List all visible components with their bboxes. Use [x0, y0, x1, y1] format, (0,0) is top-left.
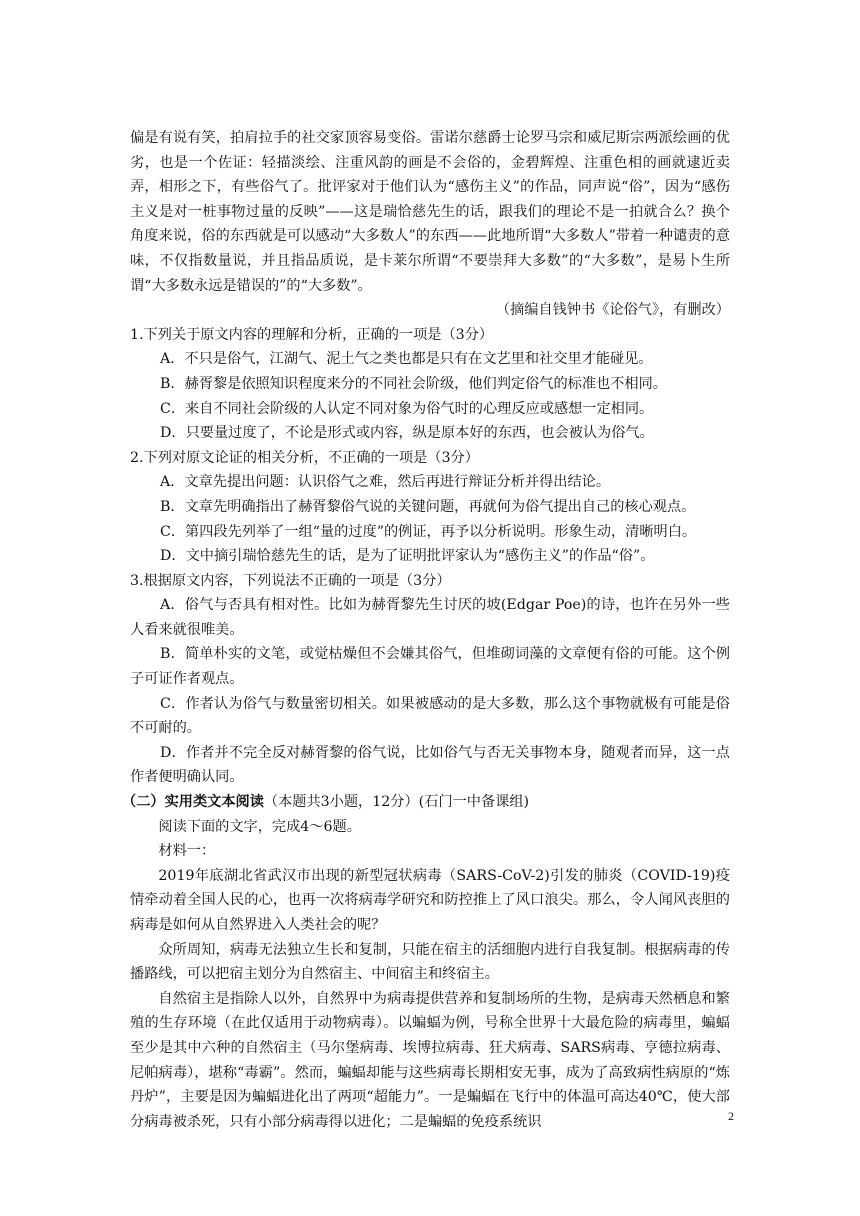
section-heading	[122, 790, 730, 815]
question-3-option-c: C．作者认为俗气与数量密切相关。如果被感动的是大多数，那么这个事物就极有可能是俗不可耐的。	[130, 695, 730, 737]
question-1-option-c: C．来自不同社会阶级的人认定不同对象为俗气时的心理反应或感想一定相同。	[160, 400, 654, 417]
material-label: 材料一：	[158, 843, 216, 860]
essay-paragraph-end: 偏是有说有笑，拍肩拉手的社交家顶容易变俗。雷诺尔慈爵士论罗马宗和威尼斯宗两派绘画的优劣，也是一个佐证：轻描淡绘、注重风韵的画是不会俗的，金碧辉煌、注重色相的画就逮近卖弄，相形之下，有些俗气了。批评家对于他们认为“感伤主义”的作品，同声说“俗”，因为“感伤主义是对一桩事物过量的反映”——这是瑞恰慈先生的话，跟我们的理论不是一拍就合么？换个角度来说，俗的东西就是可以感动“大多数人”的东西——此地所谓“大多数人”带着一种谴责的意味，不仅指数量说，并且指品质说，是卡莱尔所谓“不要崇拜大多数”的“大多数”，是易卜生所谓“大多数永远是错误的”的“大多数”。	[130, 130, 730, 294]
material-paragraph: 众所周知，病毒无法独立生长和复制，只能在宿主的活细胞内进行自我复制。根据病毒的传播路线，可以把宿主划分为自然宿主、中间宿主和终宿主。	[130, 941, 730, 983]
question-2-option-b: B．文章先明确指出了赫胥黎俗气说的关键问题，再就何为俗气提出自己的核心观点。	[160, 498, 696, 515]
question-2-option-c: C．第四段先列举了一组“量的过度”的例证，再予以分析说明。形象生动，清晰明白。	[160, 523, 697, 540]
material-paragraph: 自然宿主是指除人以外，自然界中为病毒提供营养和复制场所的生物，是病毒天然栖息和繁殖的生存环境（在此仅适用于动物病毒）。以蝙蝠为例，号称全世界十大最危险的病毒里，蝙蝠至少是其中六种的自然宿主（马尔堡病毒、埃博拉病毒、狂犬病毒、SARS病毒、亨德拉病毒、尼帕病毒），堪称“毒霸”。然而，蝙蝠却能与这些病毒长期相安无事，成为了高致病性病原的“炼丹炉”，主要是因为蝙蝠进化出了两项“超能力”。一是蝙蝠在飞行中的体温可高达40℃，使大部分病毒被杀死，只有小部分病毒得以进化；二是蝙蝠的免疫系统识	[130, 990, 730, 1130]
source-citation: （摘编自钱钟书《论俗气》，有删改）	[495, 302, 730, 319]
section-note: （本题共3小题，12分）(石门一中备课组)	[263, 794, 530, 811]
page-number: 2	[728, 1109, 734, 1123]
question-1-stem: 1.下列关于原文内容的理解和分析，正确的一项是（3分）	[130, 326, 494, 343]
question-3-stem: 3.根据原文内容，下列说法不正确的一项是（3分）	[130, 572, 451, 589]
section-title: （二）实用类文本阅读	[122, 794, 264, 811]
question-3-option-a: A．俗气与否具有相对性。比如为赫胥黎先生讨厌的坡(Edgar Poe)的诗，也许在另外一些人看来就很唯美。	[130, 597, 730, 638]
question-2-option-a: A．文章先提出问题：认识俗气之难，然后再进行辩证分析并得出结论。	[160, 474, 611, 491]
question-1-option-a: A．不只是俗气，江湖气、泥土气之类也都是只有在文艺里和社交里才能碰见。	[160, 351, 653, 368]
question-3-option-b: B．简单朴实的文笔，或觉枯燥但不会嫌其俗气，但堆砌词藻的文章便有俗的可能。这个例子可证作者观点。	[130, 646, 730, 688]
question-2-stem: 2.下列对原文论证的相关分析，不正确的一项是（3分）	[130, 449, 479, 466]
page-content	[122, 126, 730, 1134]
material-paragraph: 2019年底湖北省武汉市出现的新型冠状病毒（SARS-CoV-2)引发的肺炎（COVID-19)疫情牵动着全国人民的心，也再一次将病毒学研究和防控推上了风口浪尖。那么，令人闻风丧胆的病毒是如何从自然界进入人类社会的呢？	[130, 867, 730, 933]
reading-instruction: 阅读下面的文字，完成4～6题。	[158, 818, 361, 835]
question-1-option-d: D．只要量过度了，不论是形式或内容，纵是原本好的东西，也会被认为俗气。	[160, 425, 654, 442]
question-2-option-d: D．文中摘引瑞恰慈先生的话，是为了证明批评家认为“感伤主义”的作品“俗”。	[160, 548, 655, 565]
question-1-option-b: B．赫胥黎是依照知识程度来分的不同社会阶级，他们判定俗气的标准也不相同。	[160, 375, 667, 392]
question-3-option-d: D．作者并不完全反对赫胥黎的俗气说，比如俗气与否无关事物本身，随观者而异，这一点作者便明确认同。	[130, 744, 730, 786]
